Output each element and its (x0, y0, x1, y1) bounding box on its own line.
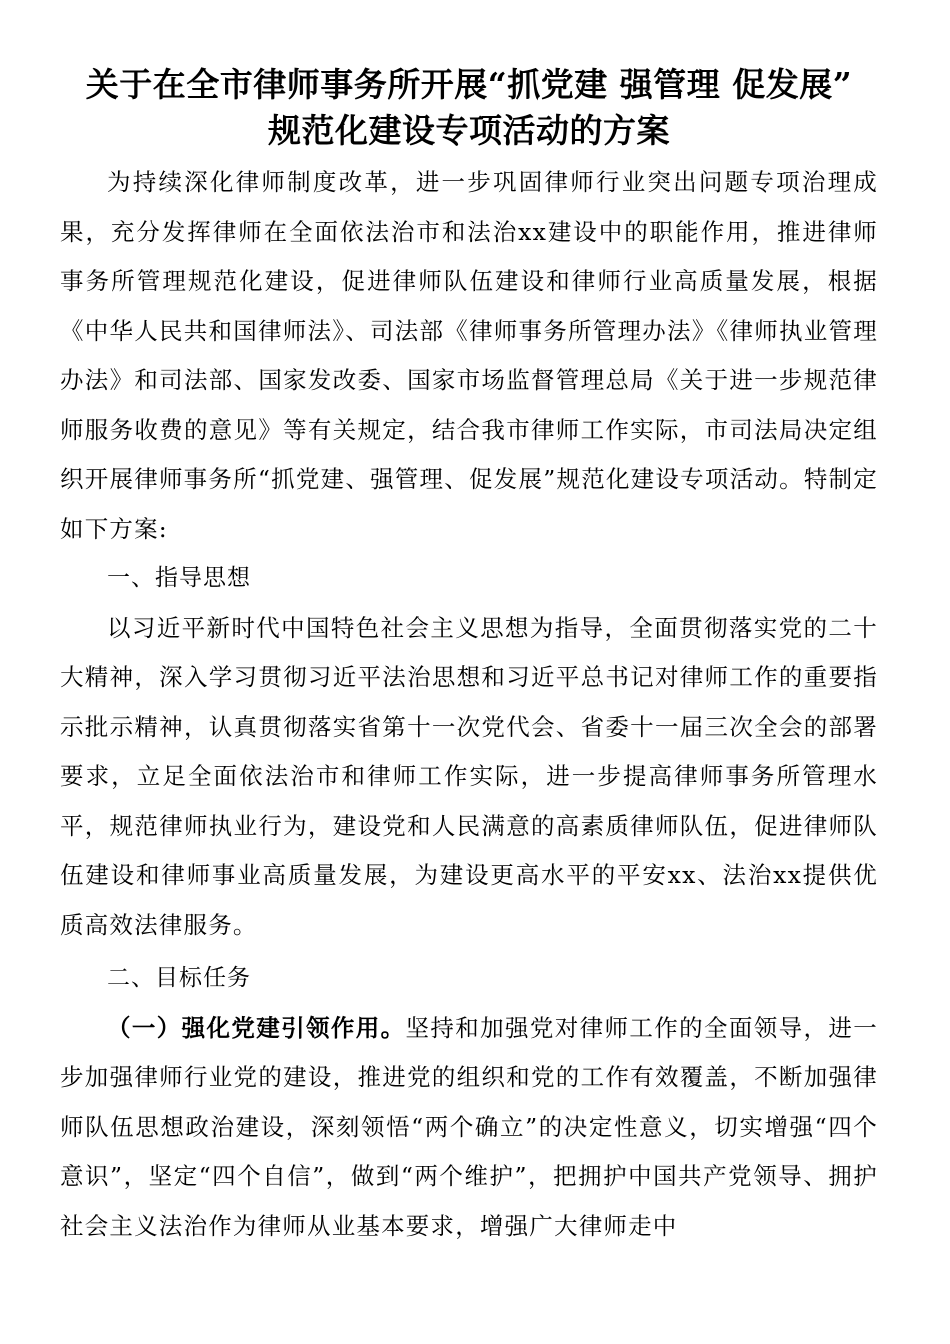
title-line-1: 关于在全市律师事务所开展“抓党建 强管理 促发展” (85, 65, 853, 104)
document-title (60, 62, 878, 154)
section-heading-guiding-ideology: 一、指导思想 (107, 565, 251, 591)
intro-paragraph: 为持续深化律师制度改革，进一步巩固律师行业突出问题专项治理成果，充分发挥律师在全面依法治市和法治xx建设中的职能作用，推进律师事务所管理规范化建设，促进律师队伍建设和律师行业高质量发展，根据《中华人民共和国律师法》、司法部《律师事务所管理办法》《律师执业管理办法》和司法部、国家发改委、国家市场监督管理总局《关于进一步规范律师服务收费的意见》等有关规定，结合我市律师工作实际，市司法局决定组织开展律师事务所“抓党建、强管理、促发展”规范化建设专项活动。特制定如下方案: (60, 168, 878, 543)
guiding-ideology-paragraph: 以习近平新时代中国特色社会主义思想为指导，全面贯彻落实党的二十大精神，深入学习贯彻习近平法治思想和习近平总书记对律师工作的重要指示批示精神，认真贯彻落实省第十一次党代会、省委十一届三次全会的部署要求，立足全面依法治市和律师工作实际，进一步提高律师事务所管理水平，规范律师执业行为，建设党和人民满意的高素质律师队伍，促进律师队伍建设和律师事业高质量发展，为建设更高水平的平安xx、法治xx提供优质高效法律服务。 (60, 613, 878, 939)
title-line-2: 规范化建设专项活动的方案 (268, 111, 670, 150)
section-heading-goals-tasks: 二、目标任务 (107, 965, 251, 991)
goals-item-1-body: 坚持和加强党对律师工作的全面领导，进一步加强律师行业党的建设，推进党的组织和党的工作有效覆盖，不断加强律师队伍思想政治建设，深刻领悟“两个确立”的决定性意义，切实增强“四个意识”，坚定“四个自信”，做到“两个维护”，把拥护中国共产党领导、拥护社会主义法治作为律师从业基本要求，增强广大律师走中 (60, 1013, 878, 1240)
goals-item-1-paragraph (60, 1004, 878, 1252)
goals-item-1-lead: （一）强化党建引领作用。 (107, 1013, 406, 1042)
